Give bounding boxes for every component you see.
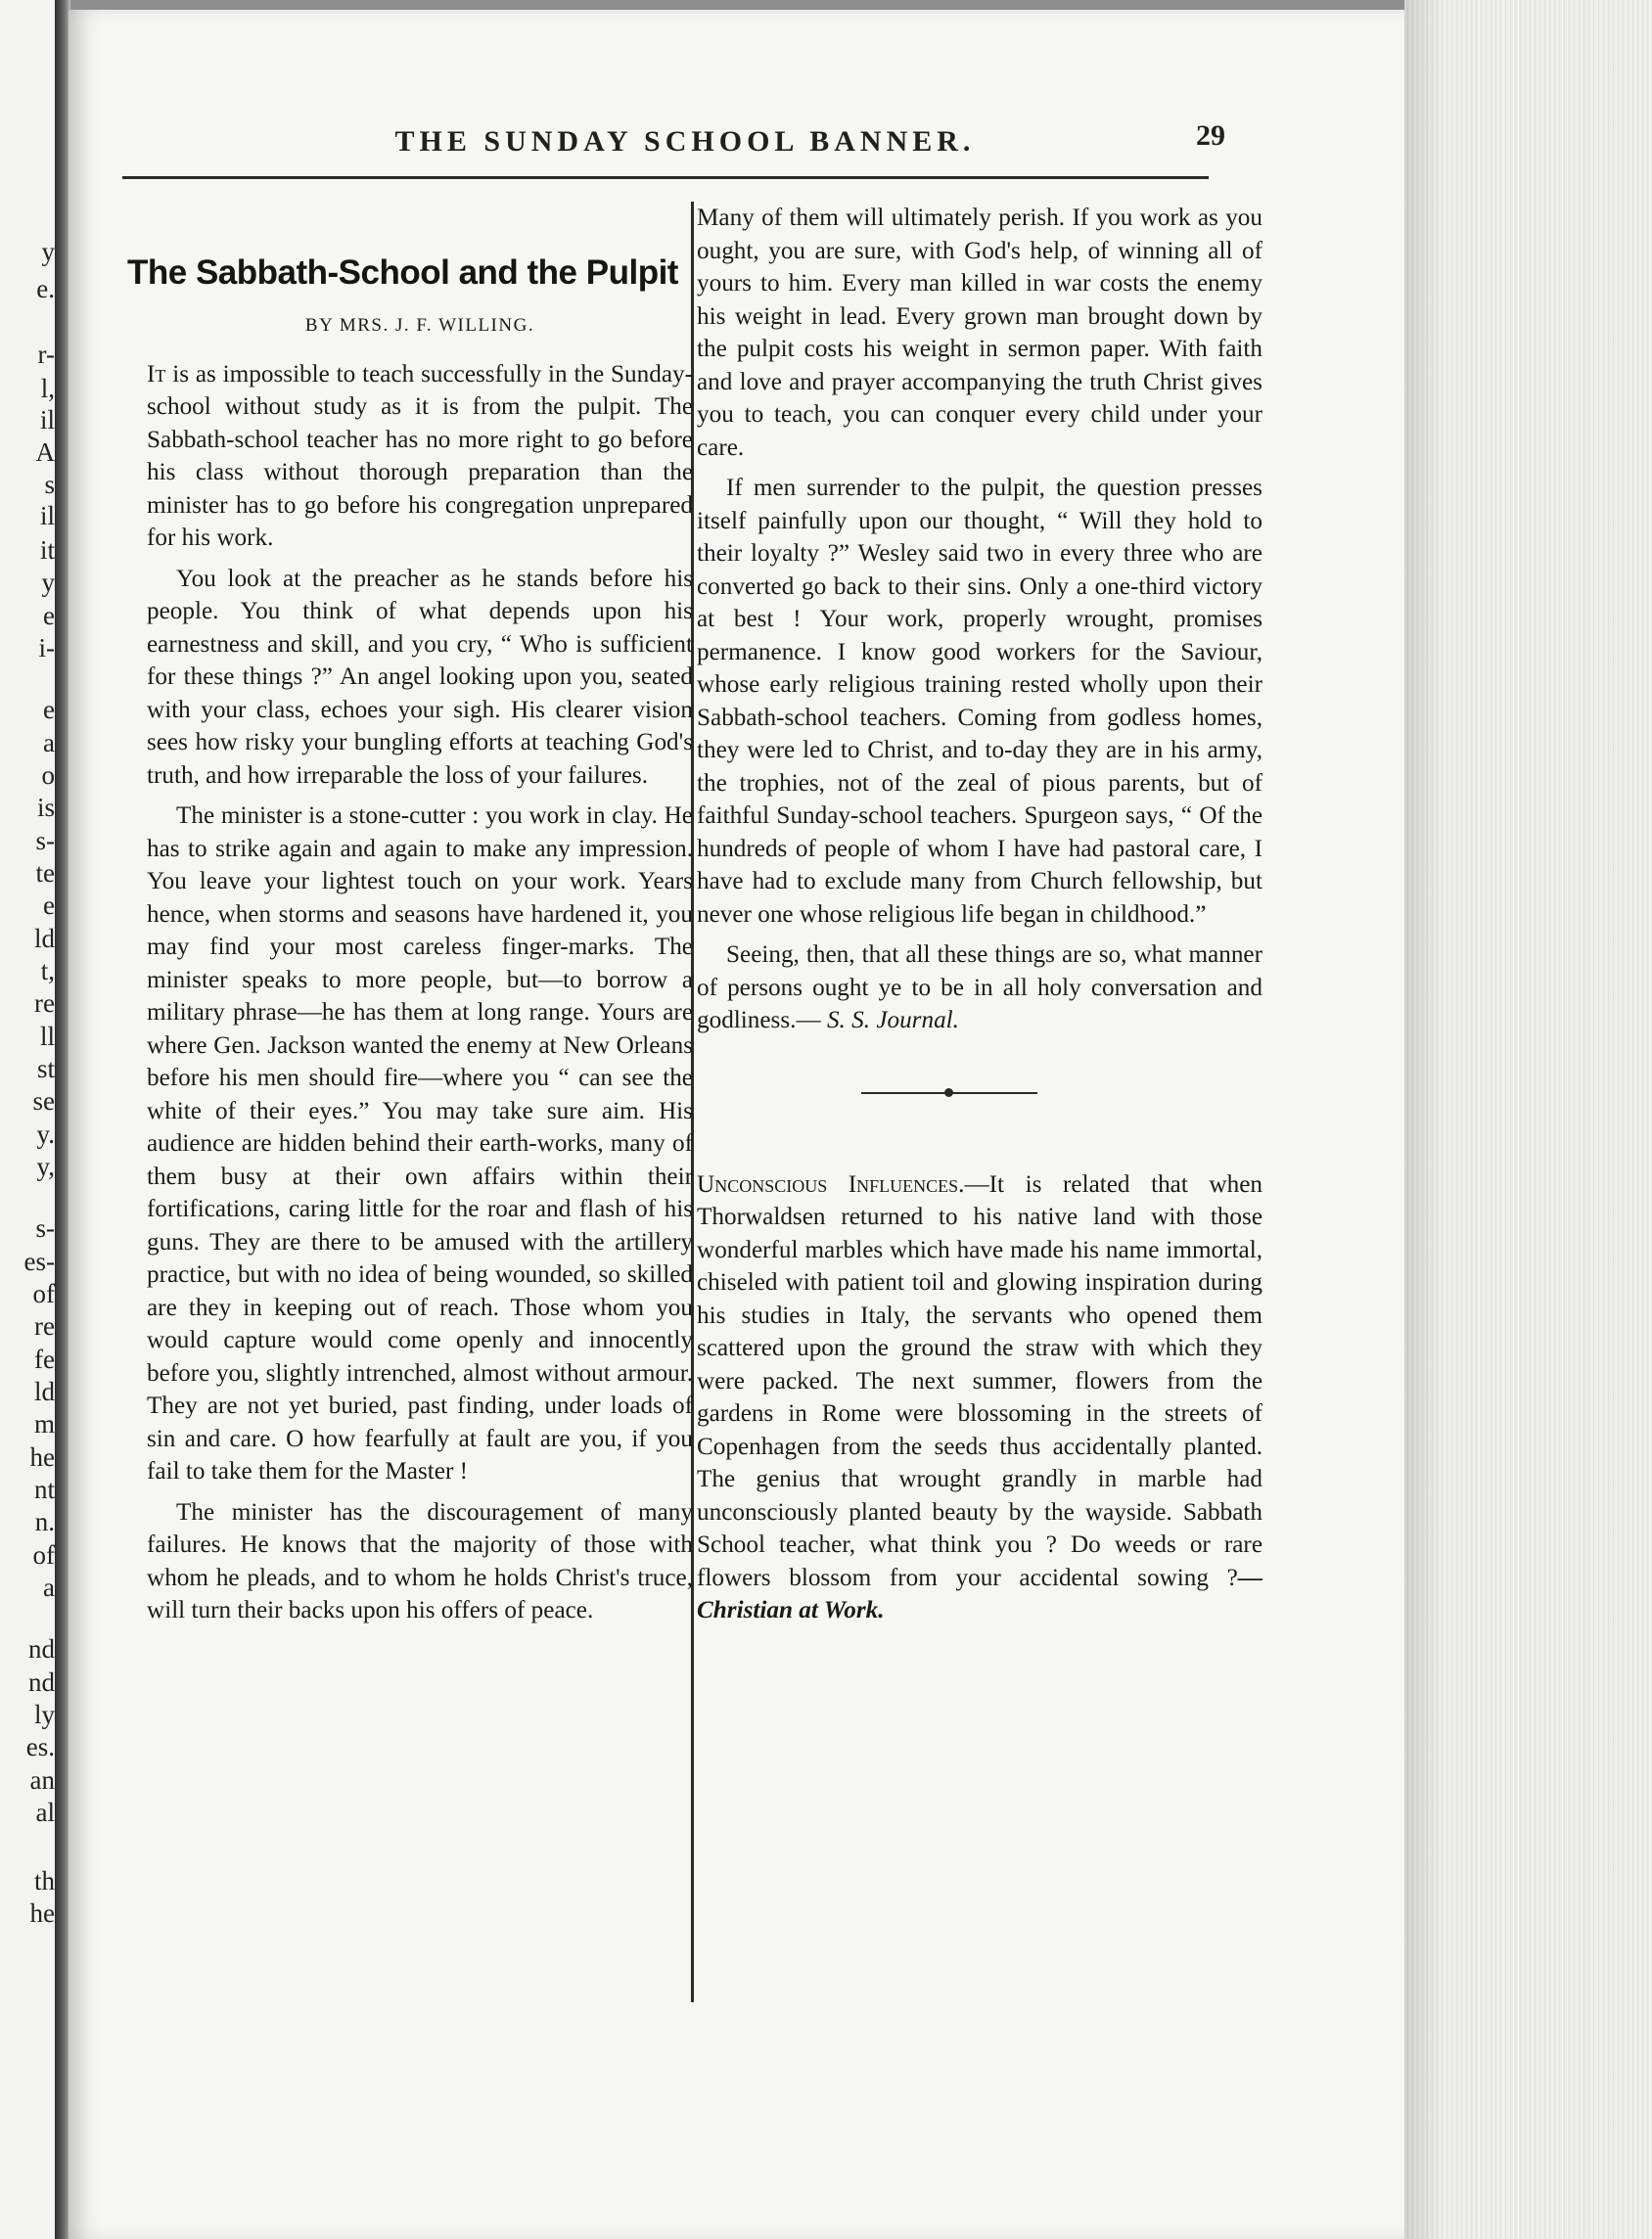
facing-page-fragment: a (43, 1573, 55, 1602)
facing-page-fragment: e (43, 891, 55, 920)
facing-page-fragment: n. (34, 1507, 55, 1536)
article-title: The Sabbath-School and the Pulpit (127, 253, 678, 292)
facing-page-fragment: re (34, 1311, 55, 1341)
paragraph-4: The minister has the discouragement of many failures. He knows that the majority of those with whom he pleads, and to whom he holds Christ's truce, will turn their backs upon his offers of peace. (147, 1498, 693, 1623)
paragraph-1-text: is as impossible to teach successfully in the Sunday-school without study as it is from the pulpit. The Sabbath-school teacher has no more right to go before his class without thorough preparation than the minister has to go before his congregation unprepared for his work. (147, 360, 693, 551)
facing-page-strip (0, 0, 61, 2239)
divider-dot-icon (944, 1088, 953, 1097)
facing-page-fragment: nd (28, 1634, 55, 1664)
facing-page-fragment: e. (36, 274, 55, 303)
facing-page-fragment: re (34, 988, 55, 1018)
paragraph-3: The minister is a stone-cutter : you work in clay. He has to strike again and again to make any impression. You leave your lightest touch on your work. Years hence, when storms and seasons have hardened it, you may find your most careless finger-marks. The minister speaks to more people, but—to borrow a military phrase—he has them at long range. Yours are where Gen. Jackson wanted the enemy at New Orleans before his men should fire—where you “ can see the white of their eyes.” You may take sure aim. His audience are hidden behind their earth-works, many of them busy at their own affairs within their fortifications, caring little for the roar and flash of his guns. They are there to be amused with the artillery practice, but with no idea of being wounded, so skilled are they in keeping out of reach. Those whom you would capture would come openly and innocently before you, slightly intrenched, almost without armour. They are not yet buried, past finding, under loads of sin and care. O how fearfully at fault are you, if you fail to take them for the Master ! (147, 802, 693, 1485)
facing-page-fragment: y. (36, 1120, 55, 1149)
facing-page-fragment: it (39, 535, 55, 565)
facing-page-fragment: l, (40, 374, 55, 403)
facing-page-fragment: t, (40, 956, 55, 985)
facing-page-fragment: nt (33, 1475, 55, 1504)
facing-page-fragment: o (41, 760, 55, 790)
facing-page-fragment: il (39, 405, 55, 434)
facing-page-fragment: s- (35, 1213, 55, 1243)
facing-page-fragment: es- (23, 1247, 55, 1276)
item-unconscious-influences (697, 1168, 1262, 1627)
paragraph-6-text: Seeing, then, that all these things are so, what manner of persons ought ye to be in all holy conversation and godliness.— (697, 941, 1262, 1033)
paragraph-1 (147, 358, 693, 555)
section-divider (697, 1073, 1262, 1112)
facing-page-fragment: i- (38, 633, 55, 663)
page-edge-shadow (1404, 0, 1444, 2239)
facing-page-fragment: m (33, 1409, 55, 1439)
running-head: THE SUNDAY SCHOOL BANNER. (394, 125, 976, 158)
facing-page-fragment: s (44, 470, 55, 499)
facing-page-fragment: y, (36, 1152, 55, 1181)
facing-page-fragment: an (29, 1765, 55, 1795)
facing-page-fragment: he (29, 1898, 55, 1928)
paragraph-1-lead: It (147, 360, 166, 388)
item-source-credit: —Christian at Work. (697, 1564, 1262, 1623)
facing-page-fragment: of (32, 1279, 55, 1308)
source-credit: S. S. Journal. (826, 1007, 959, 1033)
facing-page-fragment: te (35, 858, 55, 888)
facing-page-fragment: ly (33, 1700, 55, 1729)
facing-page-fragment: ld (33, 924, 55, 953)
facing-page-fragment: ll (39, 1022, 55, 1051)
left-column (127, 202, 693, 1635)
facing-page-fragment: y (41, 237, 55, 266)
facing-page-fragment: ld (33, 1377, 55, 1406)
header-rule (122, 176, 1209, 179)
paragraph-2: You look at the preacher as he stands before his people. You think of what depends upon his earnestness and skill, and you cry, “ Who is sufficient for these things ?” An angel looking upon you, seated with your class, echoes your sigh. His clearer vision sees how risky your bungling efforts at teaching God's truth, and how irreparable the loss of your failures. (147, 565, 693, 789)
page-number: 29 (1196, 119, 1225, 152)
facing-page-fragment: th (33, 1866, 55, 1896)
facing-page-fragment: y (41, 568, 55, 597)
facing-page-fragment: a (43, 728, 55, 757)
facing-page-fragment: r- (37, 340, 55, 369)
paragraph-5: If men surrender to the pulpit, the question presses itself painfully upon our thought, “ Will they hold to their loyalty ?” Wesley said two in every three who are converted go back to their sins. Only a one-third victory at best ! Your work, properly wrought, promises permanence. I know good workers for the Saviour, whose early religious training rested wholly upon their Sabbath-school teachers. Coming from godless homes, they were led to Christ, and to-day they are in his army, the trophies, not of the zeal of pious parents, but of faithful Sunday-school teachers. Spurgeon says, “ Of the hundreds of people of whom I have had pastoral care, I have had to exclude many from Church fellowship, but never one whose religious life began in childhood.” (697, 475, 1262, 928)
facing-page-fragment: fe (34, 1345, 55, 1374)
item-body: —It is related that when Thorwaldsen returned to his native land with those wonderful marbles which have made his name immortal, chiseled with patient toil and glowing inspiration during his studies in Italy, the servants who opened them scattered upon the ground the straw with which they were packed. The next summer, flowers from the gardens in Rome were blossoming in the streets of Copenhagen from the seeds thus accidentally planted. The genius that wrought grandly in marble had unconsciously planted beauty by the wayside. Sabbath School teacher, what think you ? Do weeds or rare flowers blossom from your accidental sowing ? (697, 1170, 1262, 1591)
facing-page-fragment: he (29, 1442, 55, 1472)
facing-page-fragment: nd (28, 1668, 55, 1697)
facing-page-fragment: st (36, 1054, 55, 1083)
facing-page-fragment: e (43, 601, 55, 630)
facing-page-fragment: of (32, 1540, 55, 1570)
facing-page-fragment: es. (25, 1732, 55, 1761)
byline: BY MRS. J. F. WILLING. (304, 315, 535, 336)
facing-page-fragment: se (32, 1086, 55, 1116)
item-lead: Unconscious Influences. (697, 1170, 965, 1198)
facing-page-fragment: is (36, 793, 55, 822)
right-column (697, 202, 1262, 1635)
facing-page-fragment: il (39, 501, 55, 530)
facing-page-fragment: A (35, 437, 55, 467)
facing-page-fragment: e (43, 695, 55, 724)
facing-page-fragment: al (35, 1798, 55, 1827)
paragraph-6 (697, 938, 1262, 1037)
facing-page-fragment: s- (35, 826, 55, 855)
paragraph-4-continued: Many of them will ultimately perish. If you work as you ought, you are sure, with God's help, of winning all of yours to him. Every man killed in war costs the enemy his weight in lead. Every grown man brought down by the pulpit costs his weight in sermon paper. With faith and love and prayer accompanying the truth Christ gives you to teach, you can conquer every child under your care. (697, 205, 1262, 461)
